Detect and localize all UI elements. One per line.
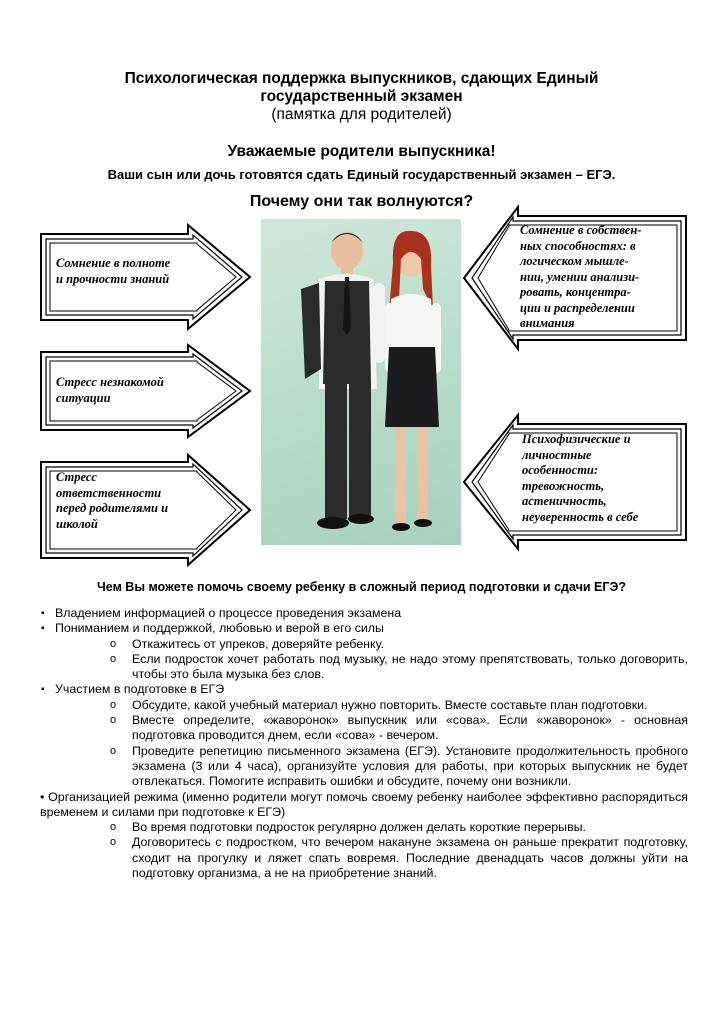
circle-bullet-icon: o (110, 744, 117, 757)
circle-bullet-icon: o (110, 652, 117, 665)
bullet-icon: ▪ (41, 608, 45, 619)
list-item: ▪ Участием в подготовке в ЕГЭ (41, 682, 225, 697)
title-line-2: государственный экзамен (260, 88, 463, 105)
sub-list-item: o Вместе определите, «жаворонок» выпускник или «сова». Если «жаворонок» - основная подготовка проводится днем, если «сова» - вечером. (110, 713, 688, 743)
page-title (0, 70, 723, 124)
circle-bullet-icon: o (110, 836, 117, 849)
arrow-text-left-3: Стресс ответственности перед родителями и школой (56, 470, 169, 531)
arrow-text-right-2: Психофизические и личностные особенности: тревожность, астеничность, неуверенность в себе (522, 432, 639, 524)
lead-text: Ваши сын или дочь готовятся сдать Единый государственный экзамен – ЕГЭ. (107, 167, 616, 182)
students-photo (261, 219, 461, 545)
bullet-icon: ▪ (41, 623, 45, 635)
title-line-1: Психологическая поддержка выпускников, сдающих Единый (124, 70, 599, 87)
list-item: ▪ Пониманием и поддержкой, любовью и верой в его силы (41, 621, 384, 636)
sub-list-item: o Во время подготовки подросток регулярно должен делать короткие перерывы. (110, 820, 587, 835)
advice-list (40, 606, 688, 881)
students-figure-icon (261, 219, 461, 545)
circle-bullet-icon: o (110, 714, 117, 727)
sub-list-item: o Если подросток хочет работать под музыку, не надо этому препятствовать, только договорить, чтобы это была музыка без слов. (110, 651, 688, 682)
bullet-icon: ▪ (41, 684, 45, 696)
sub-list-item: o Откажитесь от упреков, доверяйте ребенку. (110, 636, 384, 651)
sub-list-item: o Проведите репетицию письменного экзамена (ЕГЭ). Установите продолжительность пробного экзамена (3 или 4 часа), организуйте условия для работы, при которых выпускник не будет отвлекаться. Помогите исправить ошибки и обсудите, почему они возникли. (110, 743, 688, 789)
title-note: (памятка для родителей) (271, 106, 452, 123)
arrow-text-right-1: Сомнение в собствен- ных способностях: в логическом мышле- нии, умении анализи- ровать, концентра- ции и распределении внимания (520, 223, 642, 330)
section-heading: Почему они так волнуются? (249, 193, 474, 210)
sub-list-item: o Обсудите, какой учебный материал нужно повторить. Вместе составьте план подготовки. (110, 697, 648, 712)
circle-bullet-icon: o (110, 698, 117, 711)
list-item: ▪ Владением информацией о процессе проведения экзамена (41, 606, 402, 620)
greeting: Уважаемые родители выпускника! (227, 143, 496, 160)
arrow-text-left-2: Стресс незнакомой ситуации (56, 375, 164, 405)
sub-list-item: o Договоритесь с подростком, что вечером накануне экзамена он раньше прекратит подготовку, сходит на прогулку и ляжет спать вовремя. Последние двенадцать часов должны уйти на подготовку организма, а не на приобретение знаний. (110, 835, 688, 881)
circle-bullet-icon: o (110, 637, 117, 650)
list-item: • Организацией режима (именно родители могут помочь своему ребенку наиболее эффективно распорядиться временем и силами при подготовке к ЕГЭ) (40, 789, 688, 819)
help-question-heading: Чем Вы можете помочь своему ребенку в сложный период подготовки и сдачи ЕГЭ? (97, 580, 626, 594)
arrow-text-left-1: Сомнение в полноте и прочности знаний (56, 256, 171, 286)
circle-bullet-icon: o (110, 821, 117, 834)
